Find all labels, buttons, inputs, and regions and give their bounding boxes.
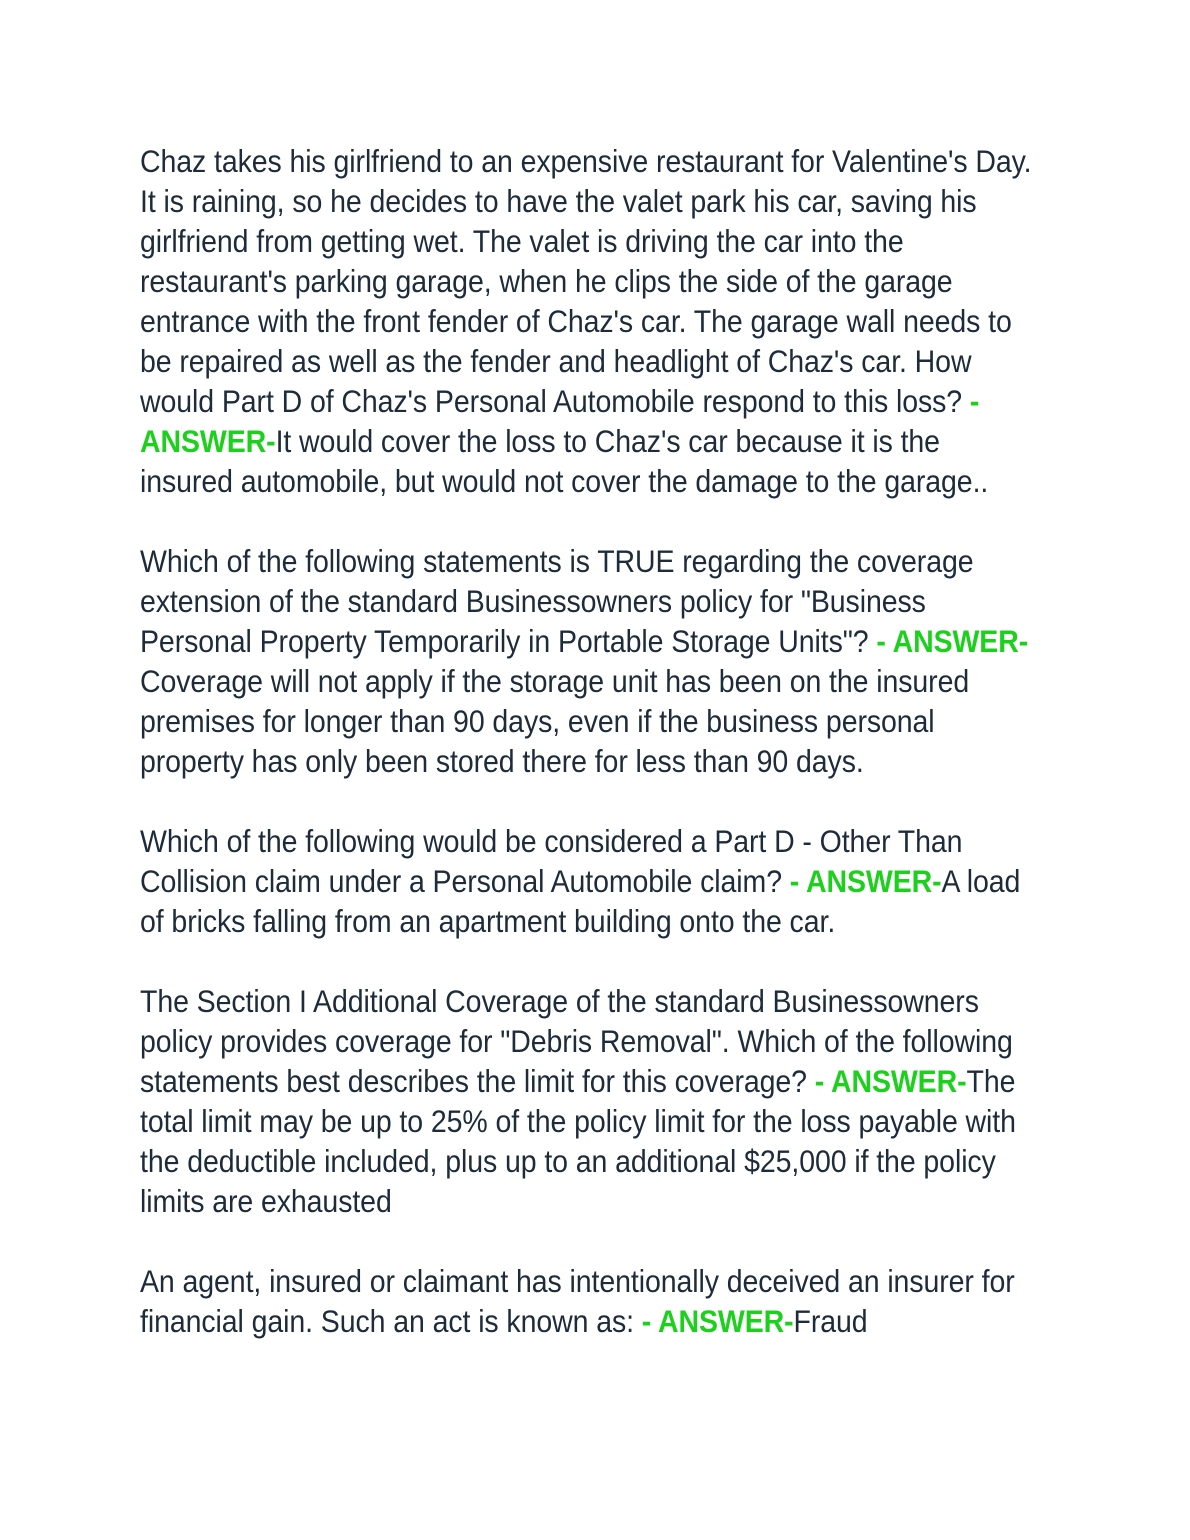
question-text: would Part D of Chaz's Personal Automobile respond to this loss? <box>140 383 970 419</box>
question-line: extension of the standard Businessowners policy for "Business <box>140 583 926 619</box>
answer-marker: - <box>969 383 980 419</box>
question-line-with-marker <box>140 1061 1056 1101</box>
answer-marker: ANSWER- <box>140 423 276 459</box>
question-line: The Section I Additional Coverage of the standard Businessowners <box>140 983 979 1019</box>
answer-text: The <box>966 1063 1016 1099</box>
question-line: Chaz takes his girlfriend to an expensive restaurant for Valentine's Day. <box>140 143 1032 179</box>
answer-line: property has only been stored there for less than 90 days. <box>140 743 864 779</box>
document-body <box>140 141 1032 1381</box>
question-line-with-marker <box>140 861 1056 901</box>
answer-line: premises for longer than 90 days, even if the business personal <box>140 703 935 739</box>
answer-line: of bricks falling from an apartment building onto the car. <box>140 903 836 939</box>
answer-marker: - ANSWER- <box>876 623 1029 659</box>
question-line: policy provides coverage for "Debris Removal". Which of the following <box>140 1023 1013 1059</box>
question-line: restaurant's parking garage, when he clips the side of the garage <box>140 263 953 299</box>
question-text: Personal Property Temporarily in Portable Storage Units"? <box>140 623 877 659</box>
question-line: girlfriend from getting wet. The valet is driving the car into the <box>140 223 904 259</box>
qa-item-1 <box>140 141 1056 501</box>
answer-first-line <box>140 421 1056 461</box>
question-line: entrance with the front fender of Chaz's car. The garage wall needs to <box>140 303 1012 339</box>
answer-marker: - ANSWER- <box>814 1063 967 1099</box>
question-text: Collision claim under a Personal Automobile claim? <box>140 863 790 899</box>
answer-text: A load <box>941 863 1021 899</box>
question-line: be repaired as well as the fender and headlight of Chaz's car. How <box>140 343 972 379</box>
answer-line: the deductible included, plus up to an additional $25,000 if the policy <box>140 1143 996 1179</box>
question-line: Which of the following would be considered a Part D - Other Than <box>140 823 963 859</box>
answer-marker: - ANSWER- <box>641 1303 794 1339</box>
answer-line: total limit may be up to 25% of the policy limit for the loss payable with <box>140 1103 1016 1139</box>
question-line: Which of the following statements is TRUE regarding the coverage <box>140 543 974 579</box>
qa-item-4 <box>140 981 1056 1221</box>
question-line: An agent, insured or claimant has intentionally deceived an insurer for <box>140 1263 1015 1299</box>
answer-text: It would cover the loss to Chaz's car because it is the <box>275 423 940 459</box>
question-text: financial gain. Such an act is known as: <box>140 1303 642 1339</box>
qa-item-5 <box>140 1261 1056 1341</box>
answer-line: limits are exhausted <box>140 1183 392 1219</box>
answer-marker: - ANSWER- <box>789 863 942 899</box>
answer-line: Coverage will not apply if the storage unit has been on the insured <box>140 663 970 699</box>
question-line-with-marker <box>140 621 1056 661</box>
answer-line: insured automobile, but would not cover the damage to the garage.. <box>140 463 989 499</box>
answer-text: Fraud <box>793 1303 868 1339</box>
question-line-with-marker <box>140 1301 1056 1341</box>
question-line: It is raining, so he decides to have the valet park his car, saving his <box>140 183 977 219</box>
question-text: statements best describes the limit for this coverage? <box>140 1063 815 1099</box>
qa-item-3 <box>140 821 1056 941</box>
qa-item-2 <box>140 541 1056 781</box>
question-line-with-marker <box>140 381 1056 421</box>
